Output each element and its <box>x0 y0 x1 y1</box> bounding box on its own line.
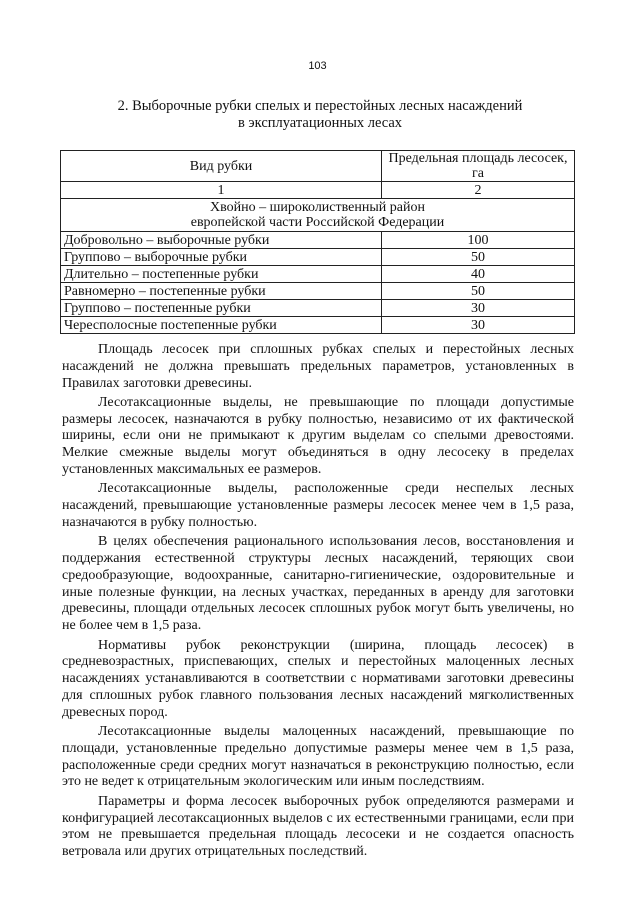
table-row <box>61 249 575 266</box>
cutting-norms-table <box>60 150 575 334</box>
table-row <box>61 283 575 300</box>
paragraph: Лесотаксационные выделы, расположенные среди неспелых лесных насаждений, превышающие установленные размеры лесосек менее чем в 1,5 раза, назначаются в рубку полностью. <box>62 481 574 530</box>
row-name: Группово – выборочные рубки <box>61 249 382 266</box>
region-line-2: европейской части Российской Федерации <box>190 215 445 230</box>
column-number-1: 1 <box>61 182 382 199</box>
header-max-area: Предельная площадь лесосек, га <box>382 151 575 182</box>
paragraph: Лесотаксационные выделы, не превышающие по площади допустимые размеры лесосек, назначаются в рубку полностью, независимо от их фактической ширины, если они не примыкают к другим выделам со спелыми древостоями. Мелкие смежные выделы могут объединяться в одну лесосеку в пределах установленных максимальных ее размеров. <box>62 394 574 478</box>
row-value: 50 <box>382 283 575 300</box>
section-title-line-2: в эксплуатационных лесах <box>237 115 403 131</box>
table-row <box>61 232 575 249</box>
row-value: 40 <box>382 266 575 283</box>
region-line-1: Хвойно – широколиственный район <box>210 200 425 215</box>
paragraph: Площадь лесосек при сплошных рубках спелых и перестойных лесных насаждений не должна превышать предельных параметров, установленных в Правилах заготовки древесины. <box>62 342 574 391</box>
row-value: 50 <box>382 249 575 266</box>
table-row <box>61 300 575 317</box>
row-name: Длительно – постепенные рубки <box>61 266 382 283</box>
row-name: Чересполосные постепенные рубки <box>61 317 382 334</box>
row-value: 30 <box>382 317 575 334</box>
section-title-line-1: 2. Выборочные рубки спелых и перестойных лесных насаждений <box>117 98 523 114</box>
region-cell <box>61 199 575 232</box>
section-title <box>60 98 580 132</box>
paragraph: Нормативы рубок реконструкции (ширина, площадь лесосек) в средневозрастных, приспевающих, спелых и перестойных малоценных лесных насаждениях устанавливаются в соответствии с нормативами заготовки древесины для сплошных рубок главного пользования лесных насаждений мягколиственных древесных пород. <box>62 637 574 720</box>
header-cutting-type: Вид рубки <box>61 151 382 182</box>
row-value: 100 <box>382 232 575 249</box>
table-region-row <box>61 199 575 232</box>
row-name: Группово – постепенные рубки <box>61 300 382 317</box>
row-value: 30 <box>382 300 575 317</box>
table-row <box>61 317 575 334</box>
column-number-2: 2 <box>382 182 575 199</box>
paragraph: Лесотаксационные выделы малоценных насаждений, превышающие по площади, установленные предельно допустимые размеры менее чем в 1,5 раза, расположенные среди средних могут назначаться в реконструкцию полностью, если это не ведет к отрицательным экологическим или иным последствиям. <box>62 724 574 790</box>
paragraph: В целях обеспечения рационального использования лесов, восстановления и поддержания естественной структуры лесных насаждений, теряющих свои средообразующие, водоохранные, санитарно-гигиенические, оздоровительные и иные полезные функции, на лесных участках, переданных в аренду для заготовки древесины, площади отдельных лесосек сплошных рубок могут быть увеличены, но не более чем в 1,5 раза. <box>62 534 574 634</box>
page-number: 103 <box>308 60 327 72</box>
body-text <box>62 342 574 863</box>
table-row <box>61 266 575 283</box>
paragraph: Параметры и форма лесосек выборочных рубок определяются размерами и конфигурацией лесотаксационных выделов с их естественными границами, если при этом не превышается предельная площадь лесосеки и не создается опасность ветровала или других отрицательных последствий. <box>62 793 574 860</box>
row-name: Равномерно – постепенные рубки <box>61 283 382 300</box>
table-column-number-row <box>61 182 575 199</box>
table-header-row <box>61 151 575 182</box>
row-name: Добровольно – выборочные рубки <box>61 232 382 249</box>
